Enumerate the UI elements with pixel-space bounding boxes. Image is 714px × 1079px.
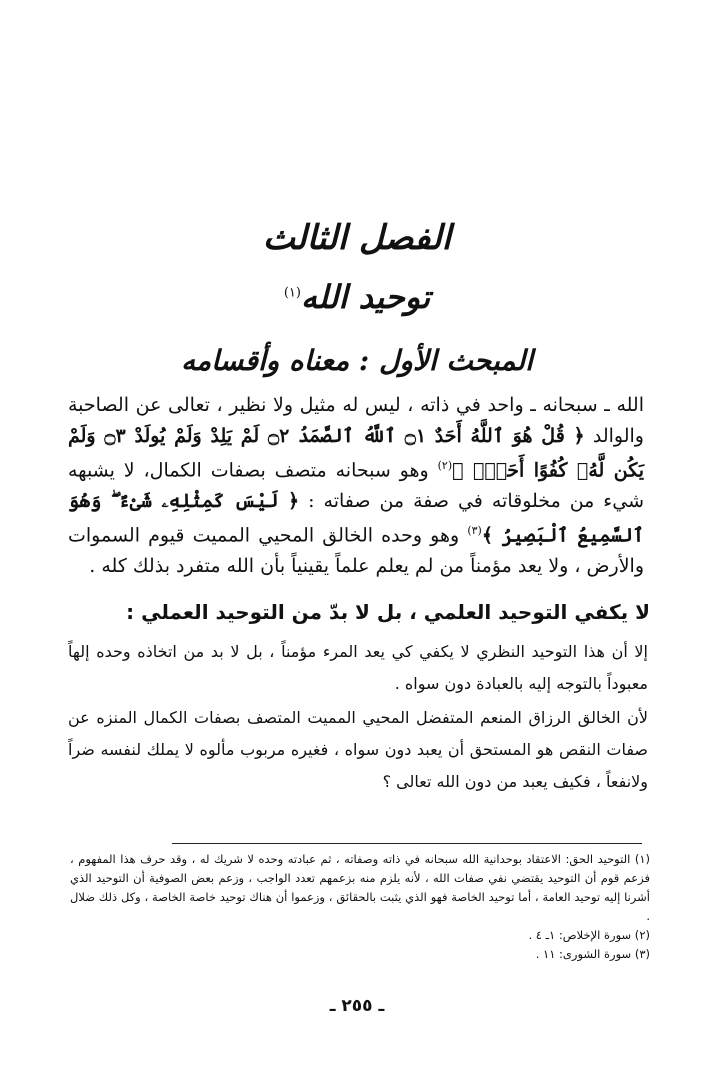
intro-paragraph (68, 390, 644, 582)
footnote-1: (١) التوحيد الحق: الاعتقاد بوحدانية الله سبحانه في ذاته وصفاته ، ثم عبادته وحده لا شريك له ، وقد حرف هذا المفهوم ، فزعم قوم أن التوحيد يقتضي نفي صفات الله ، لأنه يلزم منه بزعمهم تعدد الواجب ، وزعم بعض الصوفية أن التوحيد الذي أشرنا إليه توحيد العامة ، أما توحيد الخاصة فهو الذي يثبت بالحقائق ، وزعموا أن هناك توحيد خاصة الخاصة ، وكل ذلك ضلال . (70, 852, 650, 923)
footnotes (70, 850, 650, 964)
section-title: المبحث الأول : معناه وأقسامه (181, 344, 533, 377)
footnote-divider (172, 843, 642, 844)
topic-title-footnote-ref: (١) (283, 285, 301, 301)
footnote-ref-2: (٢) (437, 459, 453, 472)
footnote-3: (٣) سورة الشورى: ١١ . (535, 947, 650, 961)
intro-text-part1: الله ـ سبحانه ـ واحد في ذاته ، ليس له مثيل ولا نظير ، تعالى عن الصاحبة والوالد (68, 394, 644, 447)
intro-text-part2: وهو سبحانه متصف بصفات الكمال، لا يشبهه شيء من مخلوقاته في صفة من صفاته : (68, 459, 644, 512)
quran-verse-shura: ﴿ لَيْسَ كَمِثْلِهِۦ شَىْءٌ ۖ وَهُوَ ٱلسَّمِيعُ ٱلْبَصِيرُ ﴾ (68, 489, 645, 547)
subheading: لا يكفي التوحيد العلمي ، بل لا بدّ من التوحيد العملي : (126, 600, 650, 624)
topic-title (0, 278, 714, 316)
page-number: ـ ٢٥٥ ـ (329, 996, 385, 1016)
intro-text-part3: وهو وحده الخالق المحيي المميت قيوم السموات والأرض ، ولا يعد مؤمناً من لم يعلم علماً يقينياً بأن الله متفرد بذلك كله . (68, 524, 644, 578)
paragraph-theoretical (68, 636, 648, 700)
topic-title-text: توحيد الله (300, 278, 431, 316)
footnote-2: (٢) سورة الإخلاص: ١ـ ٤ . (528, 928, 650, 942)
paragraph-creator (68, 702, 648, 798)
paragraph-theoretical-text: إلا أن هذا التوحيد النظري لا يكفي كي يعد المرء مؤمناً ، بل لا بد من اتخاذه وحده إلهاً معبوداً بالتوجه إليه بالعبادة دون سواه . (68, 642, 648, 693)
chapter-title: الفصل الثالث (262, 218, 452, 258)
footnote-ref-3: (٣) (467, 524, 482, 538)
quran-verse-ikhlas: ﴿ قُلْ هُوَ ٱللَّهُ أَحَدٌ ۝١ ٱللَّهُ ٱلصَّمَدُ ۝٢ لَمْ يَلِدْ وَلَمْ يُولَدْ ۝٣ وَلَمْ يَكُن لَّهُۥ كُفُوًا أَحَدٌۢ ﴾ (68, 424, 645, 482)
paragraph-creator-text: لأن الخالق الرزاق المنعم المتفضل المحيي المميت المتصف بصفات الكمال المنزه عن صفات النقص هو المستحق أن يعبد دون سواه ، فغيره مربوب مألوه لا يملك لنفسه ضراً ولانفعاً ، فكيف يعبد من دون الله تعالى ؟ (68, 708, 648, 791)
